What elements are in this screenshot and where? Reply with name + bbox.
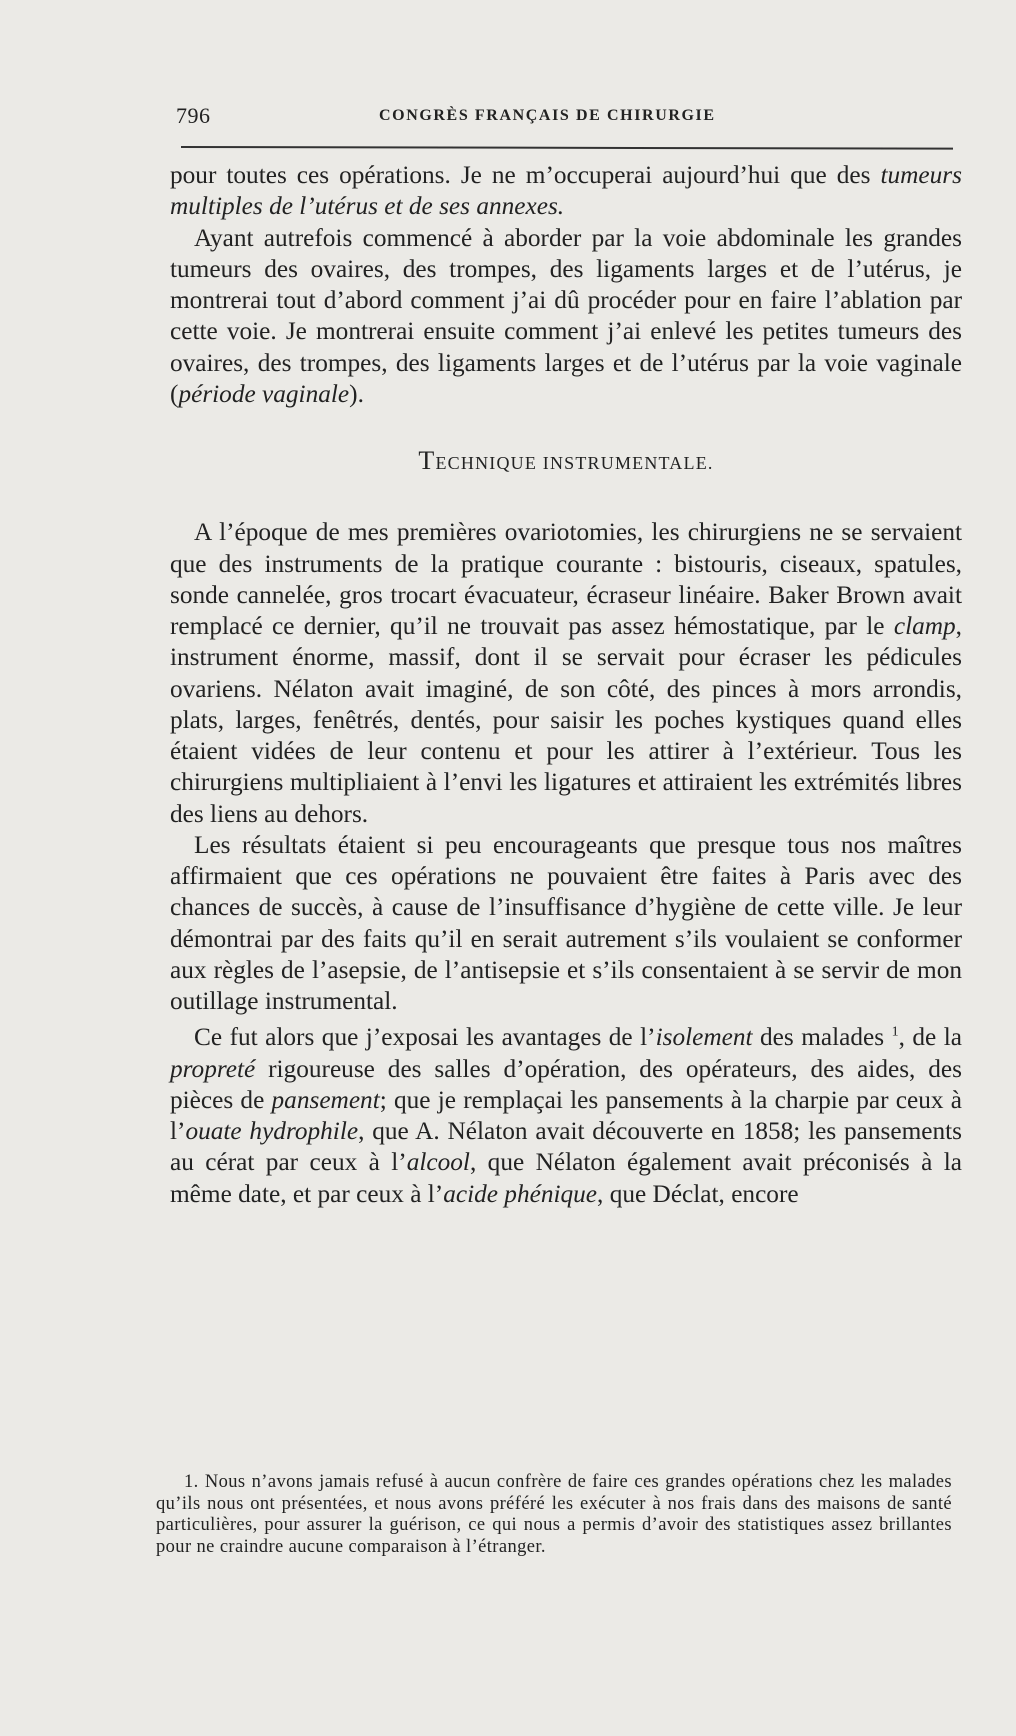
running-head: CONGRÈS FRANÇAIS DE CHIRURGIE bbox=[379, 107, 716, 124]
header-rule bbox=[181, 146, 953, 150]
paragraph-5-text-d: rigoureuse des salles d’opération, des opérateurs, des aides, des pièces de bbox=[170, 1054, 962, 1114]
paragraph-1-text: pour toutes ces opérations. Je ne m’occuperai aujourd’hui que des bbox=[170, 161, 881, 189]
paragraph-3 bbox=[170, 517, 962, 830]
paragraph-5-text-f: , que A. Nélaton avait découverte en 1858; les pansements au cérat par ceux à l’ bbox=[170, 1117, 962, 1177]
paragraph-5-text-h: , que Déclat, encore bbox=[597, 1179, 799, 1208]
page-number: 796 bbox=[176, 103, 211, 128]
paragraph-2-text-a: Ayant autrefois commencé à aborder par la voie abdominale les grandes tumeurs des ovaires, des trompes, des ligaments larges et de l’utérus, je montrerai tout d’abord comment j’ai dû procéder pour en faire l’ablation par cette voie. Je montrerai ensuite comment j’ai enlevé les petites tumeurs des ovaires, des trompes, des ligaments larges et de l’utérus par la voie vaginale ( bbox=[170, 223, 962, 408]
paragraph-5-text-b: des malades bbox=[752, 1023, 892, 1052]
paragraph-4: Les résultats étaient si peu encourageants que presque tous nos maîtres affirmaient que ces opérations ne pouvaient être faites à Paris avec des chances de succès, à cause de l’insuffisance d’hygiène de cette ville. Je leur démontrai par des faits qu’il en serait autrement s’ils voulaient se conformer aux règles de l’asepsie, de l’antisepsie et s’ils consentaient à se servir de mon outillage instrumental. bbox=[170, 830, 962, 1015]
footnote-reference[interactable]: 1 bbox=[891, 1024, 899, 1040]
paragraph-5-italic-1: isolement bbox=[655, 1023, 753, 1052]
paragraph-5-text-g: , que Nélaton également avait préconisés à la même date, et par ceux à l’ bbox=[170, 1148, 962, 1208]
paragraph-5-text-c: , de la bbox=[898, 1023, 962, 1052]
paragraph-5 bbox=[170, 1022, 962, 1210]
paragraph-1 bbox=[170, 160, 962, 223]
section-heading-initial: T bbox=[418, 446, 436, 475]
page-header bbox=[176, 103, 952, 133]
paragraph-2 bbox=[170, 223, 962, 411]
section-heading bbox=[170, 445, 962, 479]
paragraph-5-italic-4: ouate hydrophile bbox=[185, 1117, 359, 1145]
paragraph-2-text-b: ). bbox=[349, 379, 364, 408]
paragraph-5-italic-2: propreté bbox=[170, 1054, 256, 1083]
paragraph-5-italic-6: acide phénique bbox=[443, 1179, 598, 1208]
paragraph-5-text-a: Ce fut alors que j’exposai les avantages de l’ bbox=[194, 1023, 656, 1052]
paragraph-2-italic: période vaginale bbox=[178, 379, 350, 408]
body-text bbox=[170, 160, 962, 1210]
paragraph-1-italic: tumeurs multiples de l’utérus et de ses annexes. bbox=[170, 161, 962, 221]
paragraph-5-italic-5: alcool bbox=[406, 1148, 470, 1177]
footnote bbox=[156, 1472, 952, 1558]
section-heading-rest: ECHNIQUE INSTRUMENTALE. bbox=[435, 453, 714, 473]
paragraph-5-italic-3: pansement bbox=[271, 1085, 380, 1114]
paragraph-3-text-b: , instrument énorme, massif, dont il se servait pour écraser les pédicules ovariens. Nélaton avait imaginé, de son côté, des pinces à mors arrondis, plats, larges, fenêtrés, dentés, pour saisir les poches kystiques quand elles étaient vidées de leur contenu et pour les attirer à l’extérieur. Tous les chirurgiens multipliaient à l’envi les ligatures et attiraient les extrémités libres des liens au dehors. bbox=[170, 612, 962, 828]
paragraph-5-text-e: ; que je remplaçai les pansements à la charpie par ceux à l’ bbox=[170, 1085, 963, 1145]
paragraph-3-italic: clamp bbox=[893, 612, 956, 640]
footnote-text: 1. Nous n’avons jamais refusé à aucun confrère de faire ces grandes opérations chez les malades qu’ils nous ont présentées, et nous avons préféré les exécuter à nos frais dans des maisons de santé particulières, pour assurer la guérison, ce qui nous a permis d’avoir des statistiques assez brillantes pour ne craindre aucune comparaison à l’étranger. bbox=[156, 1472, 952, 1557]
paragraph-3-text-a: A l’époque de mes premières ovariotomies, les chirurgiens ne se servaient que des instruments de la pratique courante : bistouris, ciseaux, spatules, sonde cannelée, gros trocart évacuateur, écraseur linéaire. Baker Brown avait remplacé ce dernier, qu’il ne trouvait pas assez hémostatique, par le bbox=[170, 518, 962, 640]
